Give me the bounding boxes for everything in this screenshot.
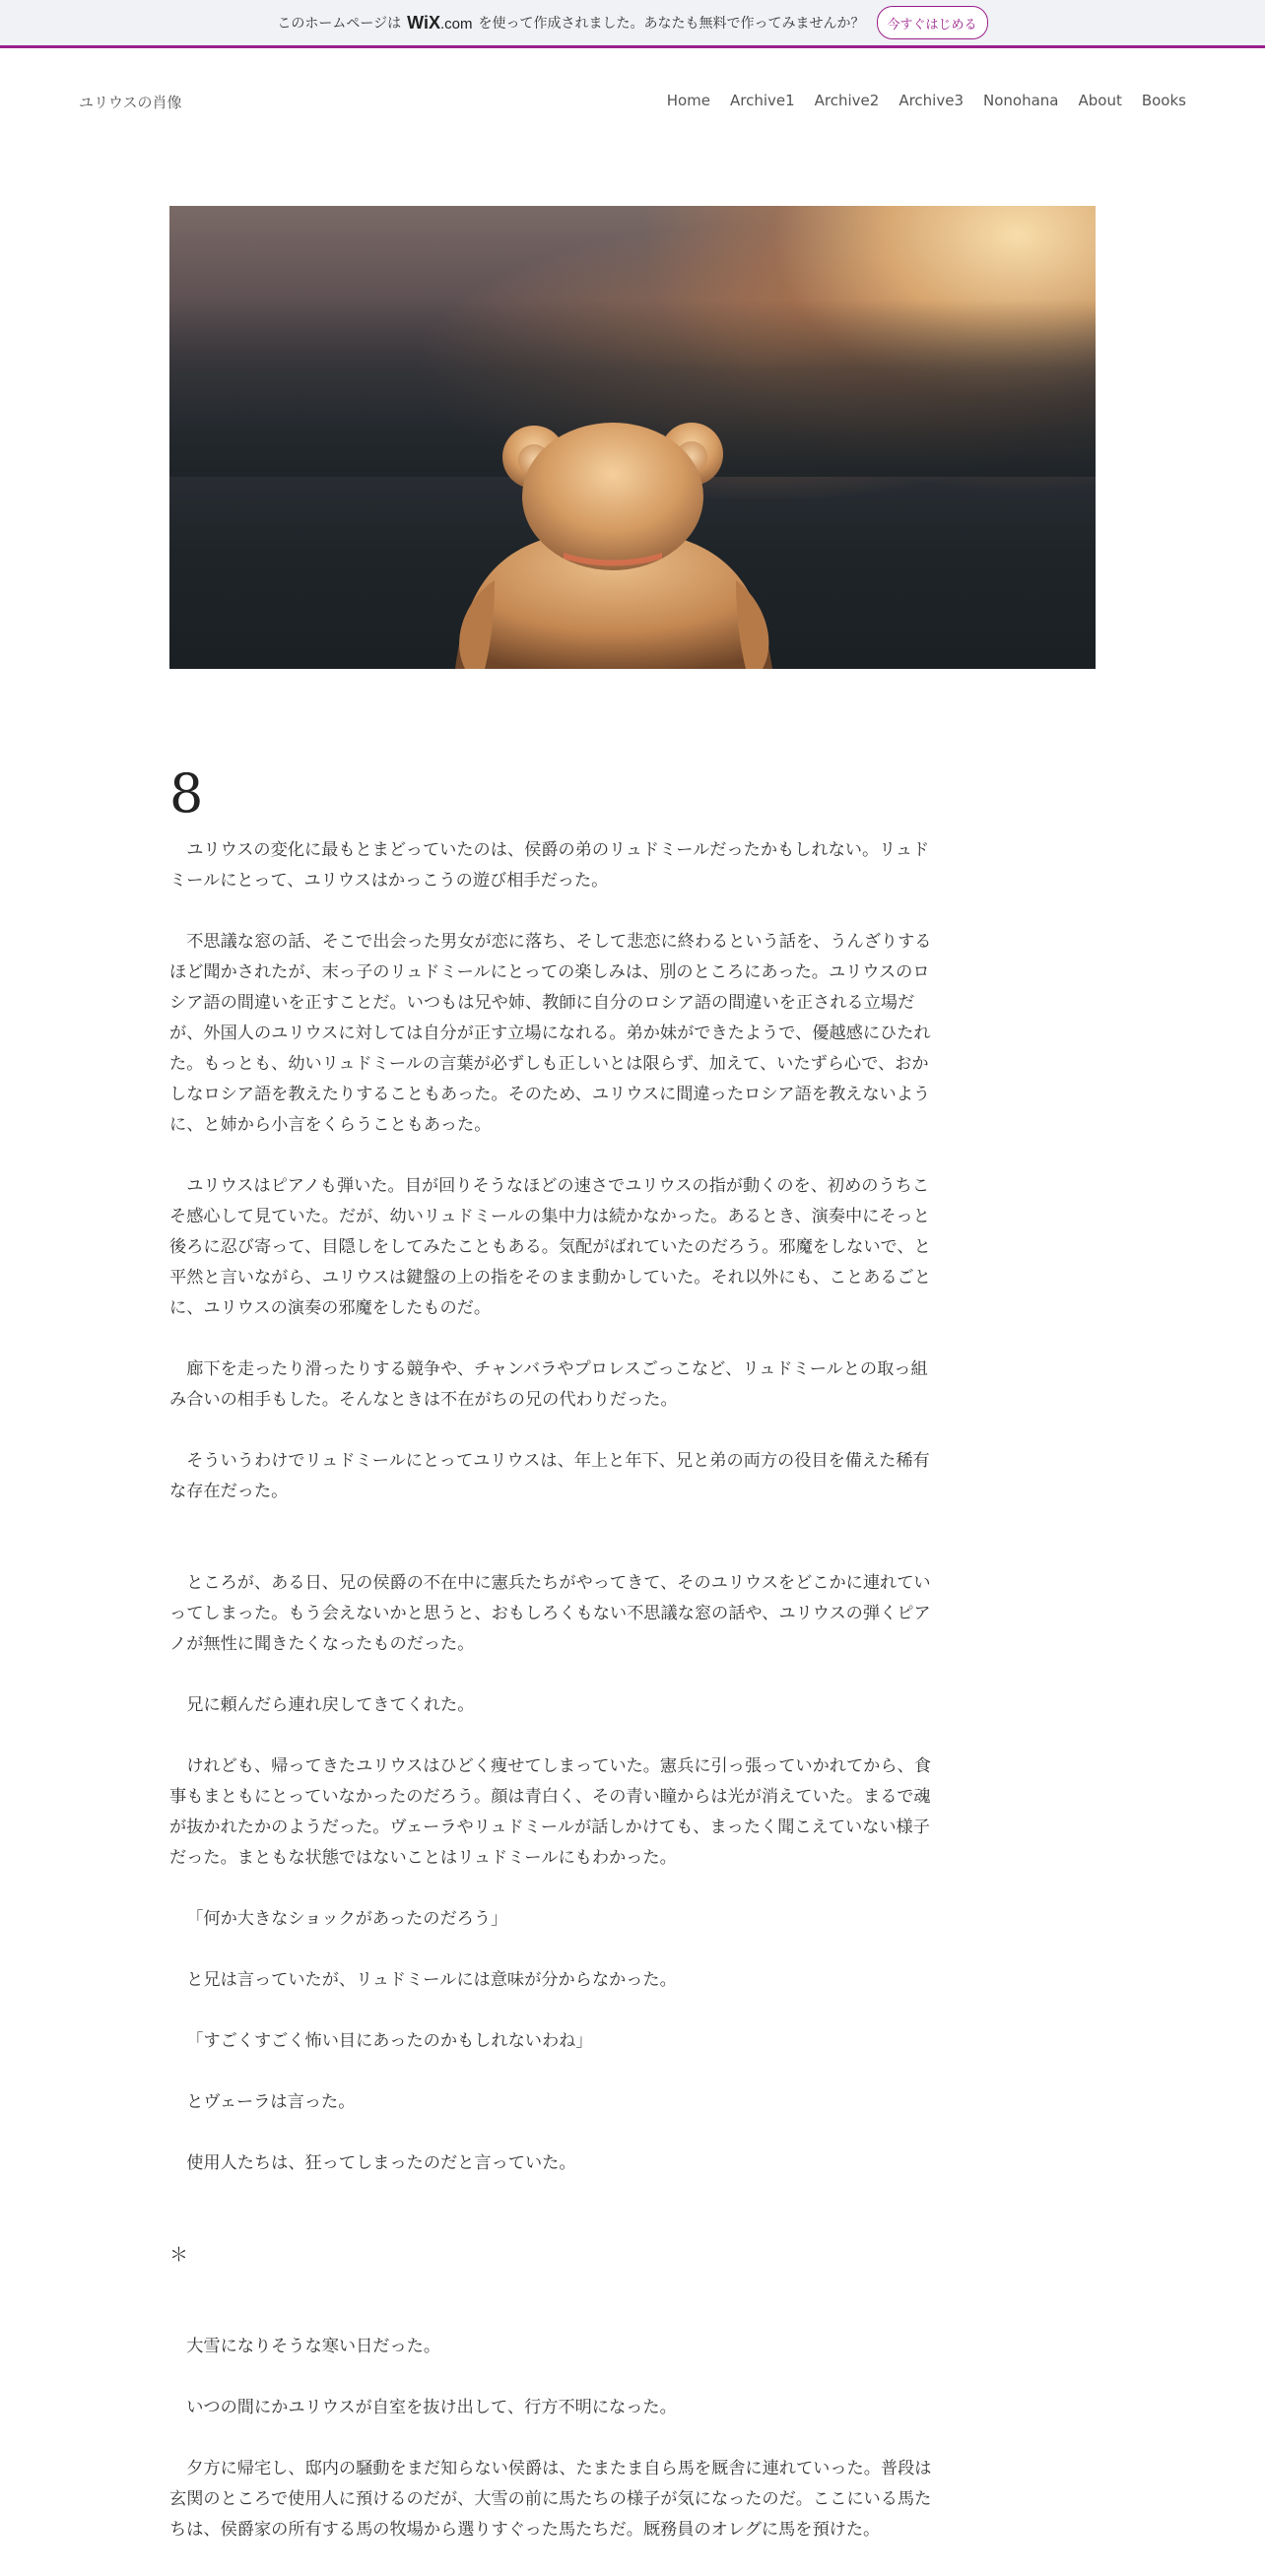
- nav-item-archive3[interactable]: Archive3: [899, 92, 964, 109]
- section-separator: ＊: [169, 2244, 189, 2266]
- post-title: 8: [169, 762, 204, 826]
- site-title[interactable]: ユリウスの肖像: [79, 94, 182, 111]
- article-paragraph: と兄は言っていたが、リュドミールには意味が分からなかった。: [186, 1970, 677, 1990]
- article-paragraph: そういうわけでリュドミールにとってユリウスは、年上と年下、兄と弟の両方の役目を備えた稀有な存在だった。: [169, 1451, 930, 1501]
- article-paragraph: ユリウスはピアノも弾いた。目が回りそうなほどの速さでユリウスの指が動くのを、初めのうちこそ感心して見ていた。だが、幼いリュドミールの集中力は続かなかった。あるとき、演奏中にそっと後ろに忍び寄って、目隠しをしてみたこともある。気配がばれていたのだろう。邪魔をしないで、と平然と言いながら、ユリウスは鍵盤の上の指をそのまま動かしていた。それ以外にも、ことあるごとに、ユリウスの演奏の邪魔をしたものだ。: [169, 1176, 931, 1318]
- article-paragraph: ところが、ある日、兄の侯爵の不在中に憲兵たちがやってきて、そのユリウスをどこかに連れていってしまった。もう会えないかと思うと、おもしろくもない不思議な窓の話や、ユリウスの弾くピアノが無性に聞きたくなったものだった。: [169, 1573, 931, 1654]
- article-paragraph: けれども、帰ってきたユリウスはひどく痩せてしまっていた。憲兵に引っ張っていかれてから、食事もまともにとっていなかったのだろう。顔は青白く、その青い瞳からは光が消えていた。まるで魂が抜かれたかのようだった。ヴェーラやリュドミールが話しかけても、まったく聞こえていない様子だった。まともな状態ではないことはリュドミールにもわかった。: [169, 1756, 931, 1868]
- nav-item-about[interactable]: About: [1078, 92, 1122, 109]
- article-paragraph: 廊下を走ったり滑ったりする競争や、チャンバラやプロレスごっこなど、リュドミールとの取っ組み合いの相手もした。そんなときは不在がちの兄の代わりだった。: [169, 1359, 928, 1410]
- article-paragraph: 「すごくすごく怖い目にあったのかもしれないわね」: [186, 2031, 593, 2051]
- nav-item-archive2[interactable]: Archive2: [814, 92, 880, 109]
- hero-image: [169, 206, 1096, 669]
- article-paragraph: 使用人たちは、狂ってしまったのだと言っていた。: [186, 2153, 576, 2173]
- article-body: [169, 835, 933, 2576]
- article-paragraph: 兄に頼んだら連れ戻してきてくれた。: [186, 1695, 475, 1715]
- wix-logo[interactable]: [407, 13, 472, 33]
- article-paragraph: いつの間にかユリウスが自室を抜け出して、行方不明になった。: [186, 2398, 677, 2417]
- nav-item-books[interactable]: Books: [1141, 92, 1186, 109]
- article-paragraph: 「何か大きなショックがあったのだろう」: [186, 1909, 508, 1929]
- site-header: [0, 48, 1265, 157]
- nav-item-nonohana[interactable]: Nonohana: [983, 92, 1059, 109]
- main-nav: [667, 92, 1186, 109]
- wix-banner-prefix: このホームページは: [277, 16, 402, 32]
- wix-logo-suffix: .com: [440, 15, 473, 33]
- article-paragraph: 大雪になりそうな寒い日だった。: [186, 2337, 441, 2356]
- wix-banner-suffix: を使って作成されました。あなたも無料で作ってみませんか？: [478, 16, 865, 32]
- nav-item-home[interactable]: Home: [666, 92, 710, 109]
- teddy-bear-illustration: [169, 206, 1096, 669]
- start-now-button[interactable]: 今すぐはじめる: [877, 6, 988, 39]
- article-paragraph: とヴェーラは言った。: [186, 2092, 356, 2112]
- wix-banner-text: [277, 6, 987, 39]
- nav-item-archive1[interactable]: Archive1: [729, 92, 795, 109]
- wix-banner: [0, 0, 1265, 48]
- wix-logo-text: WiX: [407, 12, 441, 33]
- article-paragraph: ユリウスの変化に最もとまどっていたのは、侯爵の弟のリュドミールだったかもしれない。リュドミールにとって、ユリウスはかっこうの遊び相手だった。: [169, 840, 930, 891]
- article-paragraph: 不思議な窓の話、そこで出会った男女が恋に落ち、そして悲恋に終わるという話を、うんざりするほど聞かされたが、末っ子のリュドミールにとっての楽しみは、別のところにあった。ユリウスのロシア語の間違いを正すことだ。いつもは兄や姉、教師に自分のロシア語の間違いを正される立場だが、外国人のユリウスに対しては自分が正す立場になれる。弟か妹ができたようで、優越感にひたれた。もっとも、幼いリュドミールの言葉が必ずしも正しいとは限らず、加えて、いたずら心で、おかしなロシア語を教えたりすることもあった。そのため、ユリウスに間違ったロシア語を教えないように、と姉から小言をくらうこともあった。: [169, 932, 932, 1135]
- article-paragraph: 夕方に帰宅し、邸内の騒動をまだ知らない侯爵は、たまたま自ら馬を厩舎に連れていった。普段は玄関のところで使用人に預けるのだが、大雪の前に馬たちの様子が気になったのだ。ここにいる馬たちは、侯爵家の所有する馬の牧場から選りすぐった馬たちだ。厩務員のオレグに馬を預けた。: [169, 2459, 932, 2540]
